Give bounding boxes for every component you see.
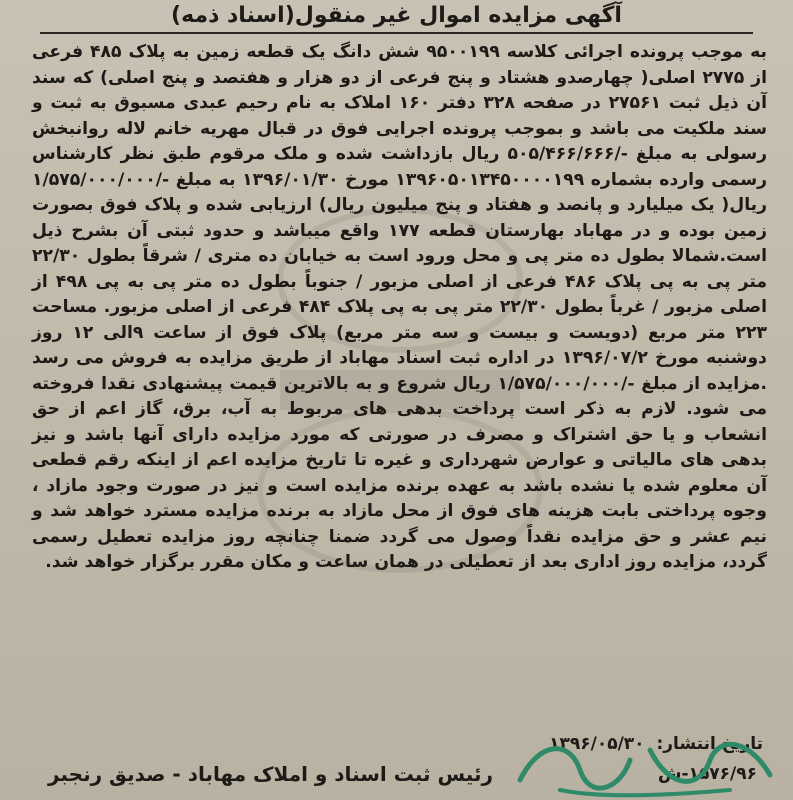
title-bar: [40, 0, 753, 34]
handwritten-mark: [500, 720, 790, 800]
notice-code: ۱۵۷۶/۹۶-ش: [658, 764, 757, 784]
publish-date-value: ۱۳۹۶/۰۵/۳۰: [549, 734, 645, 754]
notice-body: به موجب پرونده اجرائی کلاسه ۹۵۰۰۱۹۹ شش دانگ یک قطعه زمین به پلاک ۴۸۵ فرعی از ۲۷۷۵ اصلی( چهارصدو هشتاد و پنج فرعی از دو هزار و هفتصد و پنج اصلی) که سند آن ذیل ثبت ۲۷۵۶۱ در صفحه ۳۲۸ دفتر ۱۶۰ املاک به نام رحیم عبدی مسبوق به ثبت و سند ملکیت می باشد و بموجب پرونده اجرایی فوق در قبال مهریه خانم لاله روانبخش رسولی به مبلغ -/۵۰۵/۴۶۶/۶۶۶ ریال بازداشت شده و ملک مرقوم طبق نظر کارشناس رسمی وارده بشماره ۱۳۹۶۰۵۰۱۳۴۵۰۰۰۰۱۹۹ مورخ ۱۳۹۶/۰۱/۳۰ به مبلغ -/۱/۵۷۵/۰۰۰/۰۰۰ ریال( یک میلیارد و پانصد و هفتاد و پنج میلیون ریال) ارزیابی شده و پلاک فوق بصورت زمین بوده و در مهاباد بهارستان قطعه ۱۷۷ واقع میباشد و حدود ثبتی آن بشرح ذیل است.شمالا بطول ده متر پی و محل ورود است به خیابان ده متری / شرقاً بطول ۲۲/۳۰ متر پی به پی پلاک ۴۸۶ فرعی از اصلی مزبور / جنوباً بطول ده متر پی به پی ۴۹۸ از اصلی مزبور / غرباً بطول ۲۲/۳۰ متر پی به پی پلاک ۴۸۴ فرعی از اصلی مزبور. مساحت ۲۲۳ متر مربع (دویست و بیست و سه متر مربع) پلاک فوق از ساعت ۹الی ۱۲ روز دوشنبه مورخ ۱۳۹۶/۰۷/۲ در اداره ثبت اسناد مهاباد از طریق مزایده به فروش می رسد .مزایده از مبلغ -/۱/۵۷۵/۰۰۰/۰۰۰ ریال شروع و به بالاترین قیمت پیشنهادی نقدا فروخته می شود. لازم به ذکر است پرداخت بدهی های مربوط به آب، برق، گاز اعم از حق انشعاب و یا حق اشتراک و مصرف در صورتی که مورد مزایده دارای آنها باشد و نیز بدهی های مالیاتی و عوارض شهرداری و غیره تا تاریخ مزایده اعم از اینکه رقم قطعی آن معلوم شده یا نشده باشد به عهده برنده مزایده است و نیز در صورت وجود مازاد ، وجوه پرداختی بابت هزینه های فوق از محل مازاد به برنده مزایده مسترد خواهد شد و نیم عشر و حق مزایده نقداً وصول می گردد ضمنا چنانچه روز مزایده تعطیل رسمی گردد، مزایده روز اداری بعد از تعطیلی در همان ساعت و مکان مقرر برگزار خواهد شد.: [32, 42, 768, 572]
signature-line: رئیس ثبت اسناد و املاک مهاباد - صدیق رنجبر: [48, 762, 493, 786]
publish-date-label: تاریخ انتشار:: [656, 734, 763, 754]
notice-title: آگهی مزایده اموال غیر منقول(اسناد ذمه): [171, 3, 622, 28]
